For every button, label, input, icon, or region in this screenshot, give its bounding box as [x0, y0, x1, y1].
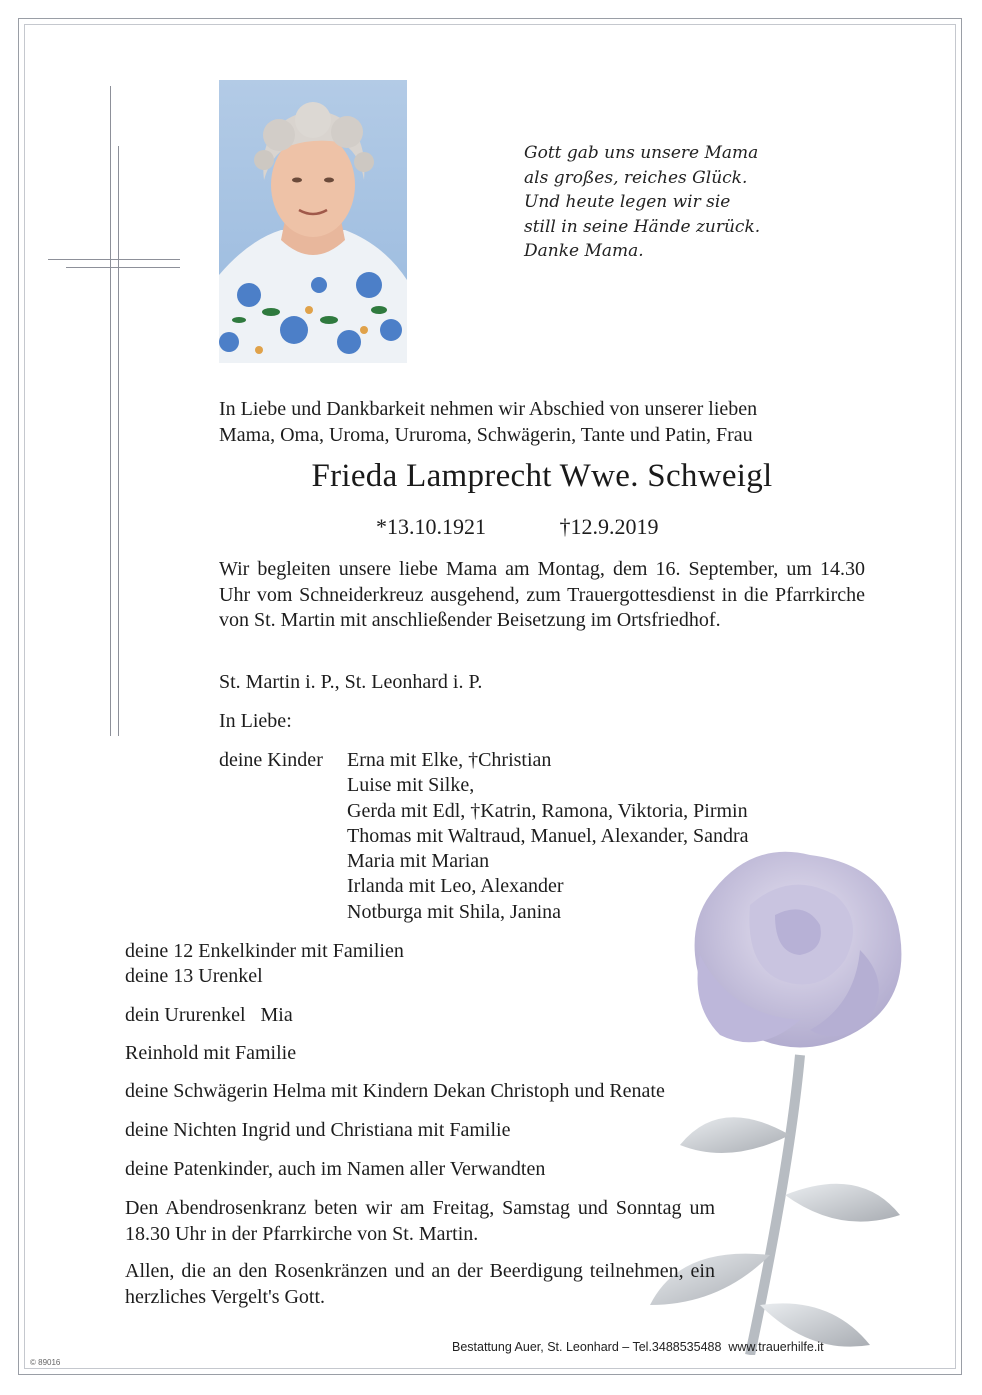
funeral-text: Wir begleiten unsere liebe Mama am Montag, dem 16. September, um 14.30 Uhr vom Schneiderkreuz ausgehend, zum Trauergottesdienst in die Pfarrkirche von St. Martin mit anschließender Beisetzung im Ortsfriedhof.: [219, 558, 865, 631]
list-item: Notburga mit Shila, Janina: [347, 900, 562, 923]
poem: [524, 141, 854, 264]
relatives-sister-in-law: deine Schwägerin Helma mit Kindern Dekan Christoph und Renate: [125, 1080, 665, 1102]
poem-line: Und heute legen wir sie: [524, 192, 731, 212]
cross-icon: [110, 86, 111, 736]
poem-line: als großes, reiches Glück.: [524, 167, 748, 188]
list-item: Maria mit Marian: [347, 850, 490, 873]
relatives-godchildren: deine Patenkinder, auch im Namen aller Verwandten: [125, 1158, 546, 1180]
birth-date: *13.10.1921: [376, 514, 486, 539]
rosary-text: Den Abendrosenkranz beten wir am Freitag, Samstag und Sonntag um 18.30 Uhr in der Pfarrkirche von St. Martin.: [125, 1197, 715, 1245]
poem-line: still in seine Hände zurück.: [524, 216, 761, 237]
relatives-great-grandchildren: deine 13 Urenkel: [125, 965, 263, 987]
print-code: © 89016: [30, 1358, 61, 1367]
list-item: Erna mit Elke, †Christian: [347, 749, 552, 771]
portrait-photo: [219, 80, 407, 363]
footer-contact: Bestattung Auer, St. Leonhard – Tel.3488535488 www.trauerhilfe.it: [452, 1340, 824, 1354]
in-love-label: In Liebe:: [219, 710, 292, 732]
poem-line: Danke Mama.: [524, 241, 644, 261]
cross-icon-bar: [48, 259, 180, 260]
intro-text: [219, 396, 869, 448]
relatives-reinhold: Reinhold mit Familie: [125, 1042, 297, 1064]
children-label: deine Kinder: [219, 749, 323, 771]
list-item: Luise mit Silke,: [347, 774, 475, 797]
relatives-great-great: dein Ururenkel Mia: [125, 1004, 293, 1026]
list-item: Thomas mit Waltraud, Manuel, Alexander, Sandra: [347, 824, 749, 847]
intro-line: Mama, Oma, Uroma, Ururoma, Schwägerin, Tante und Patin, Frau: [219, 424, 753, 446]
thanks-text: Allen, die an den Rosenkränzen und an der Beerdigung teilnehmen, ein herzliches Vergelt's Gott.: [125, 1260, 715, 1308]
cross-icon-bar-inner: [66, 267, 180, 268]
relatives-grandchildren: deine 12 Enkelkinder mit Familien: [125, 940, 404, 962]
list-item: Irlanda mit Leo, Alexander: [347, 875, 564, 898]
intro-line: In Liebe und Dankbarkeit nehmen wir Abschied von unserer lieben: [219, 398, 758, 420]
relatives-nieces: deine Nichten Ingrid und Christiana mit Familie: [125, 1119, 511, 1141]
cross-icon-line: [118, 146, 119, 736]
deceased-name: Frieda Lamprecht Wwe. Schweigl: [311, 458, 773, 494]
life-dates: [376, 514, 659, 540]
list-item: Gerda mit Edl, †Katrin, Ramona, Viktoria, Pirmin: [347, 799, 748, 822]
poem-line: Gott gab uns unsere Mama: [524, 143, 759, 163]
place: St. Martin i. P., St. Leonhard i. P.: [219, 671, 483, 693]
death-date: †12.9.2019: [559, 514, 659, 539]
